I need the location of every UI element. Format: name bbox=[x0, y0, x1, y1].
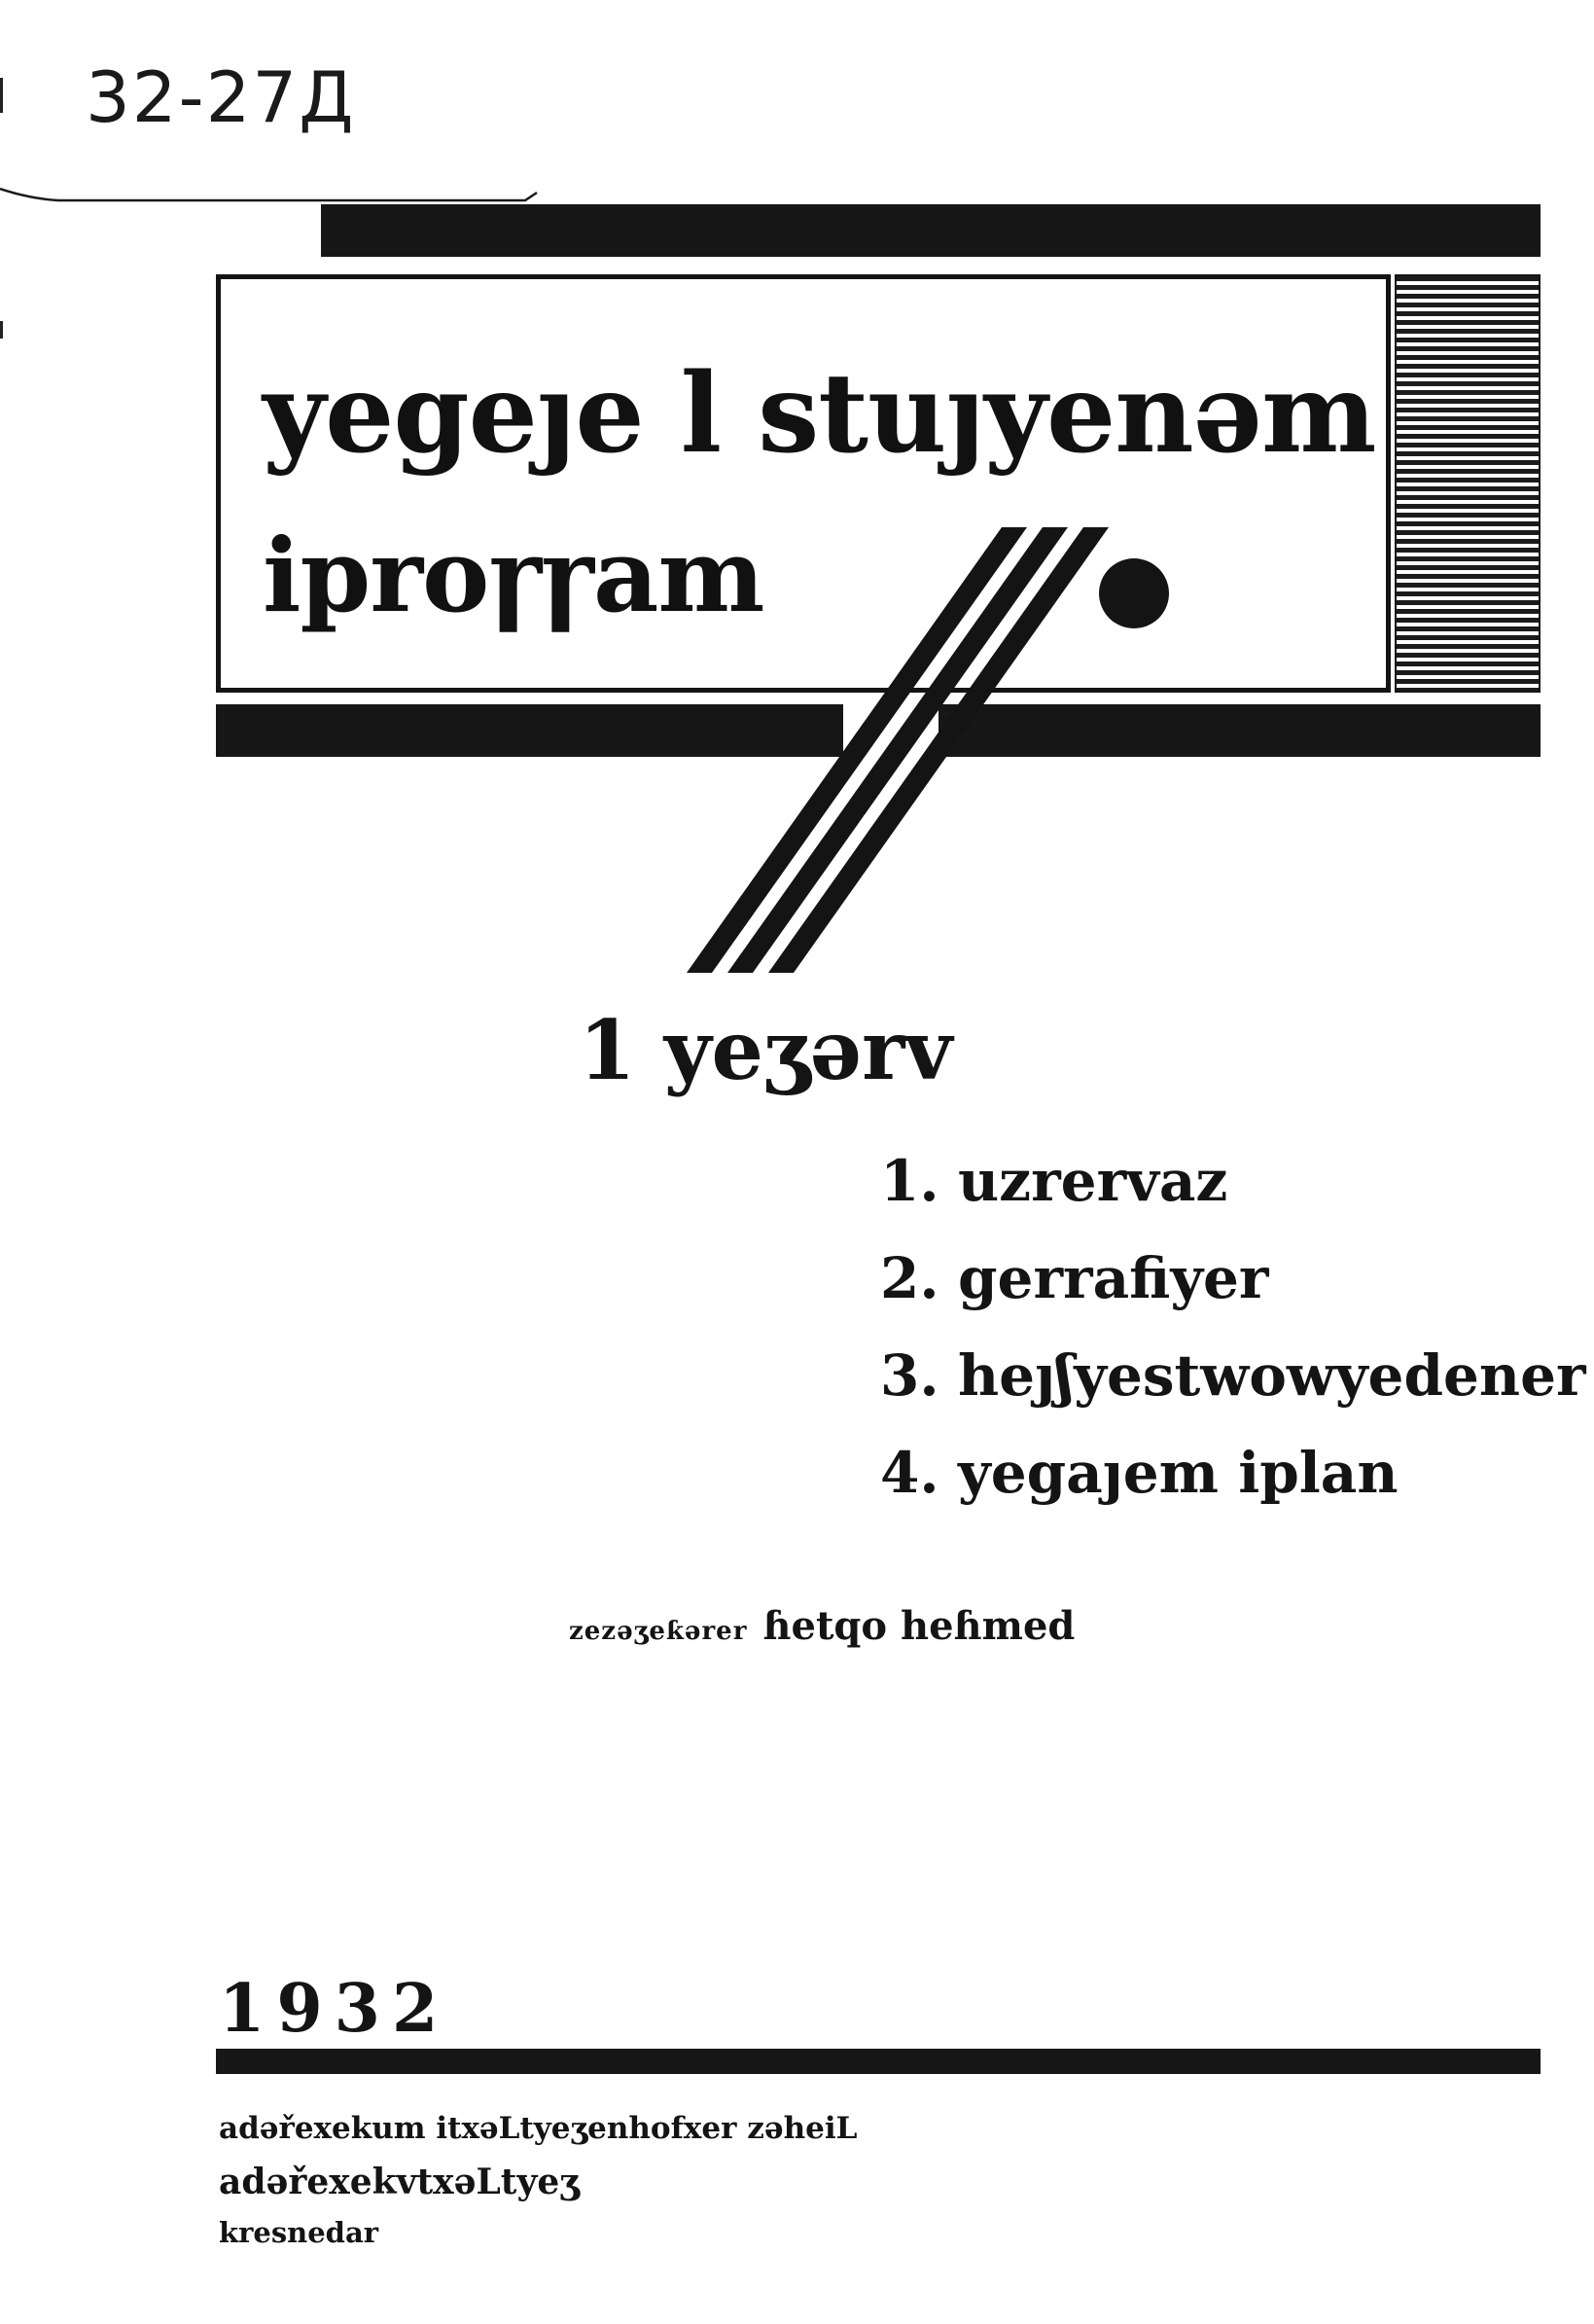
contents-item bbox=[880, 1342, 1586, 1440]
top-bar bbox=[321, 204, 1541, 257]
title-line-2: iproꞅꞅam bbox=[263, 516, 764, 635]
author-line bbox=[569, 1603, 1075, 1649]
contents-label: uzrervaz bbox=[958, 1148, 1228, 1214]
contents-item bbox=[880, 1245, 1586, 1342]
margin-tick bbox=[0, 78, 3, 113]
contents-label: heȷʃyestwowyedener bbox=[958, 1342, 1586, 1409]
contents-number: 1. bbox=[880, 1148, 939, 1214]
title-line-1: yegeȷe l stuȷyenəm bbox=[263, 350, 1376, 478]
contents-item bbox=[880, 1148, 1586, 1245]
part-heading: 1 yeʒərv bbox=[579, 1002, 953, 1098]
contents-label: gerrafiyer bbox=[958, 1245, 1269, 1311]
contents-number: 3. bbox=[880, 1342, 939, 1409]
publisher-city: kresnedar bbox=[219, 2216, 379, 2249]
contents-item bbox=[880, 1440, 1586, 1537]
diagonal-slashes bbox=[652, 516, 1157, 1002]
shelf-mark: 32-27Д bbox=[86, 56, 356, 138]
author-role: zezəʒeƙərer bbox=[569, 1617, 748, 1646]
contents-number: 4. bbox=[880, 1440, 939, 1506]
margin-tick bbox=[0, 321, 3, 339]
author-name: ɦetqo heɦmed bbox=[762, 1603, 1076, 1649]
publication-year: 1932 bbox=[219, 1970, 450, 2048]
shelf-mark-underline bbox=[0, 185, 545, 204]
publisher-line-2: adəřexekvtxəLtyeʒ bbox=[219, 2162, 580, 2202]
contents-label: yegaȷem iplan bbox=[958, 1440, 1399, 1506]
round-dot bbox=[1099, 558, 1169, 628]
contents-list bbox=[880, 1148, 1586, 1537]
striped-side-panel bbox=[1395, 274, 1541, 693]
contents-number: 2. bbox=[880, 1245, 939, 1311]
bottom-bar bbox=[216, 2049, 1541, 2074]
publisher-line-1: adəřexekum itxəLtyeʒenhofxer zəheiL bbox=[219, 2111, 858, 2146]
